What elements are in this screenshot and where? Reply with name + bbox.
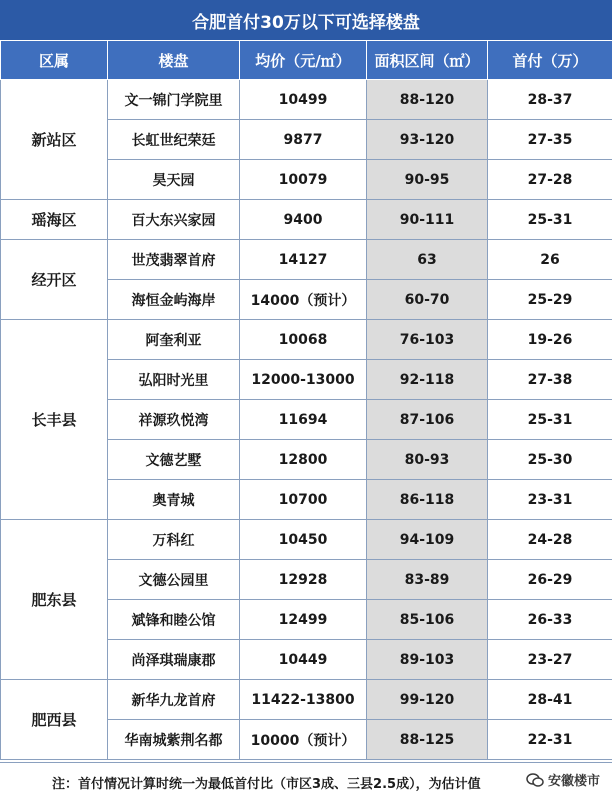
price-cell: 10700: [240, 480, 367, 520]
area-cell: 85-106: [367, 600, 488, 640]
project-cell: 奥青城: [108, 480, 240, 520]
down-payment-cell: 24-28: [488, 520, 612, 560]
watermark-text: 安徽楼市: [547, 774, 600, 789]
down-payment-cell: 25-31: [488, 400, 612, 440]
down-payment-cell: 26-33: [488, 600, 612, 640]
district-cell: 肥西县: [1, 680, 108, 760]
price-cell: 11422-13800: [240, 680, 367, 720]
table-row: [1, 680, 612, 720]
header-row: [1, 41, 612, 80]
down-payment-cell: 25-31: [488, 200, 612, 240]
project-cell: 阿奎利亚: [108, 320, 240, 360]
area-cell: 80-93: [367, 440, 488, 480]
price-cell: 10450: [240, 520, 367, 560]
project-cell: 长虹世纪荣廷: [108, 120, 240, 160]
header-area: 面积区间（㎡）: [367, 41, 488, 80]
project-cell: 文一锦门学院里: [108, 80, 240, 120]
down-payment-cell: 25-29: [488, 280, 612, 320]
area-cell: 88-125: [367, 720, 488, 760]
price-cell: 10000（预计）: [240, 720, 367, 760]
area-cell: 87-106: [367, 400, 488, 440]
area-cell: 93-120: [367, 120, 488, 160]
price-cell: 10449: [240, 640, 367, 680]
table-row: [1, 80, 612, 120]
down-payment-cell: 26-29: [488, 560, 612, 600]
area-cell: 86-118: [367, 480, 488, 520]
price-cell: 11694: [240, 400, 367, 440]
project-cell: 世茂翡翠首府: [108, 240, 240, 280]
price-cell: 14000（预计）: [240, 280, 367, 320]
area-cell: 90-111: [367, 200, 488, 240]
table-row: [1, 520, 612, 560]
area-cell: 92-118: [367, 360, 488, 400]
project-cell: 百大东兴家园: [108, 200, 240, 240]
table-row: [1, 320, 612, 360]
listings-table: [0, 40, 612, 760]
area-cell: 99-120: [367, 680, 488, 720]
price-cell: 12000-13000: [240, 360, 367, 400]
price-cell: 9400: [240, 200, 367, 240]
district-cell: 经开区: [1, 240, 108, 320]
area-cell: 83-89: [367, 560, 488, 600]
footnote-text: 注：首付情况计算时统一为最低首付比（市区3成、三县2.5成），为估计值: [52, 776, 481, 792]
header-project: 楼盘: [108, 41, 240, 80]
watermark: [522, 768, 604, 791]
project-cell: 海恒金屿海岸: [108, 280, 240, 320]
area-cell: 89-103: [367, 640, 488, 680]
district-cell: 肥东县: [1, 520, 108, 680]
project-cell: 斌锋和睦公馆: [108, 600, 240, 640]
down-payment-cell: 27-38: [488, 360, 612, 400]
project-cell: 祥源玖悦湾: [108, 400, 240, 440]
down-payment-cell: 23-31: [488, 480, 612, 520]
down-payment-cell: 22-31: [488, 720, 612, 760]
down-payment-cell: 28-41: [488, 680, 612, 720]
price-cell: 9877: [240, 120, 367, 160]
header-down-payment: 首付（万）: [488, 41, 612, 80]
wechat-icon: [526, 772, 544, 788]
down-payment-cell: 27-28: [488, 160, 612, 200]
table-body: [1, 80, 612, 760]
district-cell: 瑶海区: [1, 200, 108, 240]
table-row: [1, 240, 612, 280]
table-row: [1, 200, 612, 240]
area-cell: 76-103: [367, 320, 488, 360]
price-cell: 14127: [240, 240, 367, 280]
area-cell: 60-70: [367, 280, 488, 320]
area-cell: 94-109: [367, 520, 488, 560]
down-payment-cell: 28-37: [488, 80, 612, 120]
page-title: 合肥首付30万以下可选择楼盘: [0, 0, 612, 41]
footnote: [0, 762, 612, 801]
project-cell: 万科红: [108, 520, 240, 560]
price-cell: 12928: [240, 560, 367, 600]
area-cell: 90-95: [367, 160, 488, 200]
project-cell: 弘阳时光里: [108, 360, 240, 400]
project-cell: 新华九龙首府: [108, 680, 240, 720]
area-cell: 88-120: [367, 80, 488, 120]
price-cell: 10079: [240, 160, 367, 200]
price-cell: 10499: [240, 80, 367, 120]
area-cell: 63: [367, 240, 488, 280]
project-cell: 华南城紫荆名都: [108, 720, 240, 760]
down-payment-cell: 25-30: [488, 440, 612, 480]
project-cell: 文德艺墅: [108, 440, 240, 480]
down-payment-cell: 23-27: [488, 640, 612, 680]
project-cell: 文德公园里: [108, 560, 240, 600]
project-cell: 昊天园: [108, 160, 240, 200]
header-price: 均价（元/㎡）: [240, 41, 367, 80]
price-cell: 12800: [240, 440, 367, 480]
down-payment-cell: 27-35: [488, 120, 612, 160]
district-cell: 长丰县: [1, 320, 108, 520]
down-payment-cell: 19-26: [488, 320, 612, 360]
header-district: 区属: [1, 41, 108, 80]
district-cell: 新站区: [1, 80, 108, 200]
project-cell: 尚泽琪瑞康郡: [108, 640, 240, 680]
price-cell: 10068: [240, 320, 367, 360]
price-cell: 12499: [240, 600, 367, 640]
down-payment-cell: 26: [488, 240, 612, 280]
